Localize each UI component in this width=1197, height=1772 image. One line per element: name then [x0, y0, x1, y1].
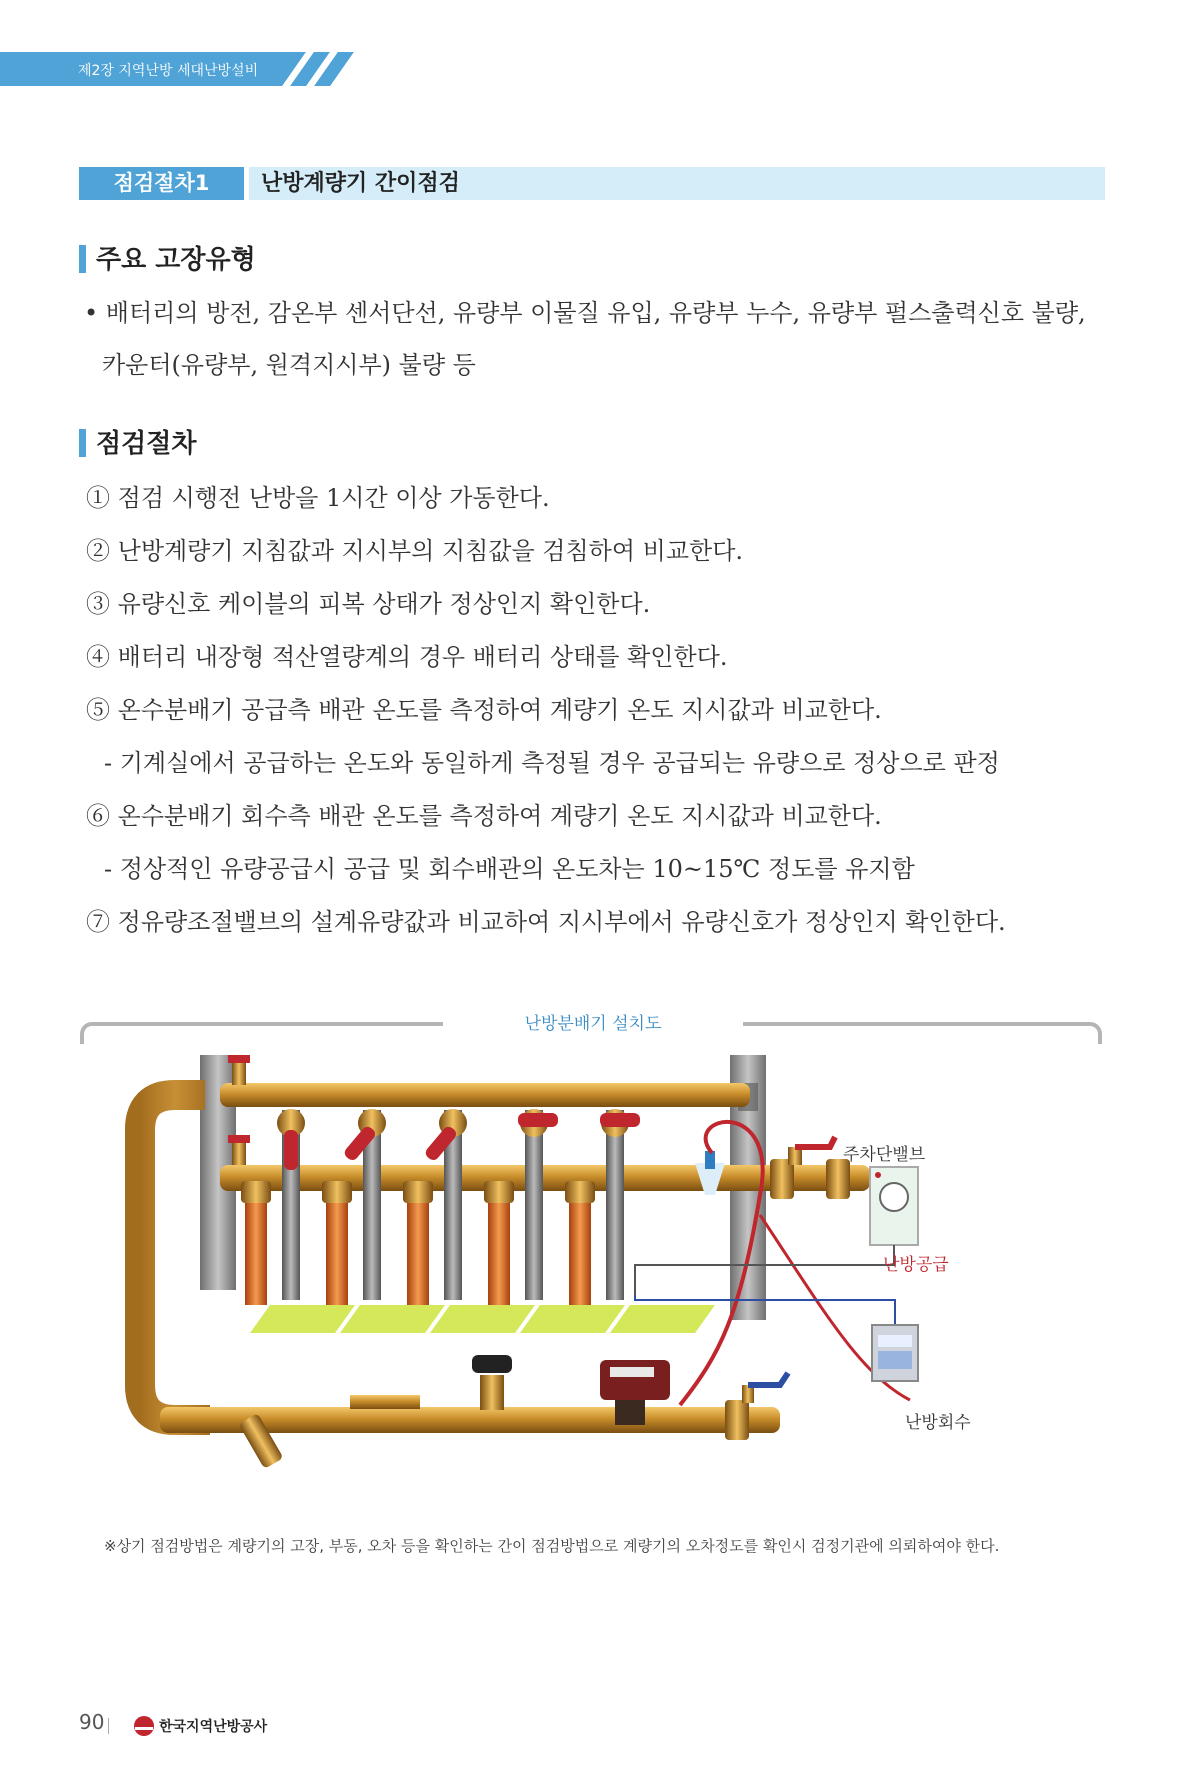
balancing-fitting — [350, 1395, 420, 1409]
footer-separator — [108, 1718, 109, 1734]
procedure-heading — [79, 428, 196, 460]
procedure-step-1: ① 점검 시행전 난방을 1시간 이상 가동한다. — [86, 484, 550, 512]
procedure-step-5: ⑤ 온수분배기 공급측 배관 온도를 측정하여 계량기 온도 지시값과 비교한다. — [86, 696, 882, 724]
label-main-shutoff-valve: 주차단밸브 — [843, 1145, 926, 1165]
page-number: 90 — [79, 1710, 105, 1734]
faults-line-1: • 배터리의 방전, 감온부 센서단선, 유량부 이물질 유입, 유량부 누수, 유량부 펄스출력신호 불량, — [84, 299, 1086, 327]
procedure-step-3: ③ 유량신호 케이블의 피복 상태가 정상인지 확인한다. — [86, 590, 651, 618]
inspection-note: ※상기 점검방법은 계량기의 고장, 부동, 오차 등을 확인하는 간이 점검방법으로 계량기의 오차정도를 확인시 검정기관에 의뢰하여야 한다. — [104, 1537, 1000, 1555]
kdhc-logo-icon — [133, 1715, 155, 1737]
faults-heading-text: 주요 고장유형 — [96, 245, 256, 275]
procedure-heading-text: 점검절차 — [96, 429, 197, 459]
procedure-note-6: - 정상적인 유량공급시 공급 및 회수배관의 온도차는 10~15℃ 정도를 유지함 — [104, 855, 915, 883]
procedure-step-7: ⑦ 정유량조절밸브의 설계유량값과 비교하여 지시부에서 유량신호가 정상인지 확인한다. — [86, 908, 1006, 936]
procedure-note-5: - 기계실에서 공급하는 온도와 동일하게 측정될 경우 공급되는 유량으로 정상으로 판정 — [104, 749, 1000, 777]
procedure-step-2: ② 난방계량기 지침값과 지시부의 지침값을 검침하여 비교한다. — [86, 537, 744, 565]
label-heating-return: 난방회수 — [905, 1413, 971, 1433]
heading-bar-marker — [79, 245, 86, 273]
manifold-diagram — [120, 1055, 1080, 1505]
supply-header-top — [220, 1083, 750, 1107]
label-heating-supply: 난방공급 — [883, 1255, 949, 1275]
faults-line-2: 카운터(유량부, 원격지시부) 불량 등 — [102, 351, 476, 379]
organization-name: 한국지역난방공사 — [159, 1719, 268, 1735]
diagram-title: 난방분배기 설치도 — [524, 1014, 662, 1034]
floor-pads — [250, 1305, 715, 1333]
heading-bar-marker — [79, 429, 86, 457]
flow-control-valve — [472, 1355, 512, 1410]
faults-heading — [79, 244, 256, 276]
chapter-title: 제2장 지역난방 세대난방설비 — [78, 63, 259, 79]
section-title: 난방계량기 간이점검 — [249, 167, 1105, 200]
remote-display-unit — [872, 1325, 918, 1381]
procedure-step-6: ⑥ 온수분배기 회수측 배관 온도를 측정하여 계량기 온도 지시값과 비교한다. — [86, 802, 882, 830]
section-label: 점검절차1 — [79, 167, 244, 200]
procedure-step-4: ④ 배터리 내장형 적산열량계의 경우 배터리 상태를 확인한다. — [86, 643, 728, 671]
room-thermostat — [870, 1167, 918, 1245]
